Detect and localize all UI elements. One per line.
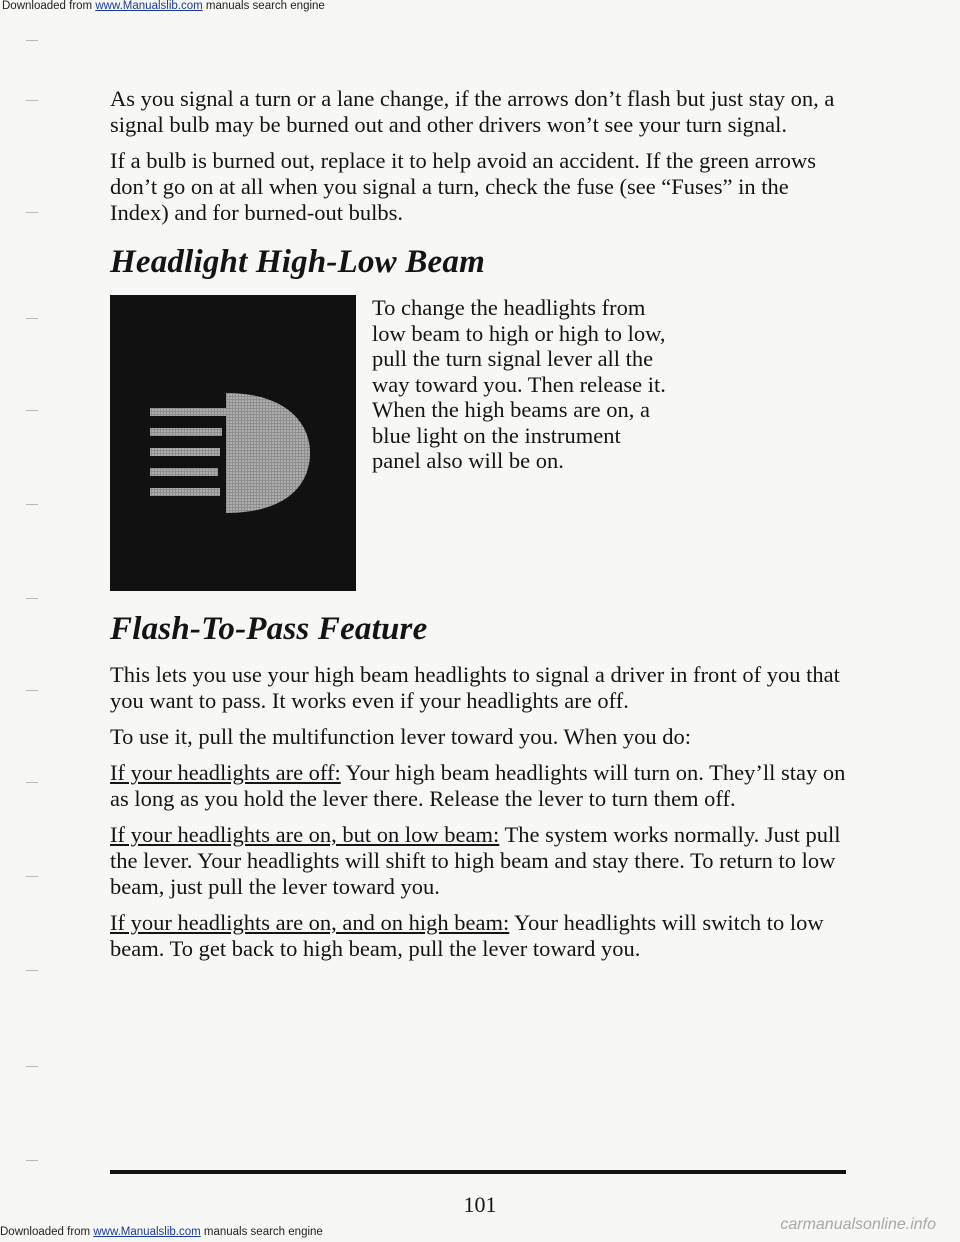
intro-paragraph-2: If a bulb is burned out, replace it to help avoid an accident. If the green arrows don’t go on at all when you signal a turn, check the fuse (see “Fuses” in the Index) and for burned-out bulbs.	[110, 148, 816, 225]
manualslib-link[interactable]: www.Manualslib.com	[95, 0, 203, 12]
flash-item-high-beam	[110, 910, 850, 962]
watermark-suffix-bottom: manuals search engine	[200, 1226, 323, 1238]
flash-item-off-lead: If your headlights are off:	[110, 760, 341, 785]
footer-rule	[110, 1170, 846, 1174]
flash-item-low-beam-lead: If your headlights are on, but on low beam:	[110, 822, 500, 847]
carmanualsonline-watermark: carmanualsonline.info	[780, 1216, 936, 1233]
flash-item-high-beam-text: Your headlights will switch to low beam. To get back to high beam, pull the lever toward you.	[110, 910, 824, 961]
flash-paragraph-2: To use it, pull the multifunction lever toward you. When you do:	[110, 724, 692, 749]
high-beam-indicator-figure	[110, 295, 356, 591]
flash-item-off-text: Your high beam headlights will turn on. They’ll stay on as long as you hold the lever there. Release the lever to turn them off.	[110, 760, 846, 811]
flash-item-high-beam-lead: If your headlights are on, and on high beam:	[110, 910, 510, 935]
watermark-suffix: manuals search engine	[202, 0, 325, 12]
download-watermark-bottom	[0, 1226, 323, 1238]
margin-tick-marks	[0, 0, 60, 1242]
watermark-prefix: Downloaded from	[2, 0, 96, 12]
headlight-figure-row	[110, 295, 850, 591]
headlight-section-heading: Headlight High-Low Beam	[110, 244, 485, 280]
flash-paragraph-1: This lets you use your high beam headlights to signal a driver in front of you that you want to pass. It works even if your headlights are off.	[110, 662, 840, 713]
watermark-prefix-bottom: Downloaded from	[0, 1226, 94, 1238]
flash-section-heading: Flash-To-Pass Feature	[110, 611, 428, 647]
page-number: 101	[463, 1192, 497, 1217]
headlight-instructions: To change the headlights from low beam to high or high to low, pull the turn signal lever all the way toward you. Then release it. When the high beams are on, a blue light on the instrument panel also will be on.	[372, 295, 666, 473]
intro-paragraph-1: As you signal a turn or a lane change, if the arrows don’t flash but just stay on, a signal bulb may be burned out and other drivers won’t see your turn signal.	[110, 86, 835, 137]
manualslib-link-bottom[interactable]: www.Manualslib.com	[93, 1226, 201, 1238]
page-content	[110, 86, 850, 972]
flash-item-off	[110, 760, 850, 812]
flash-item-low-beam	[110, 822, 850, 900]
flash-item-low-beam-text: The system works normally. Just pull the lever. Your headlights will shift to high beam and stay there. To return to low beam, just pull the lever toward you.	[110, 822, 841, 899]
high-beam-indicator-icon	[110, 295, 356, 591]
